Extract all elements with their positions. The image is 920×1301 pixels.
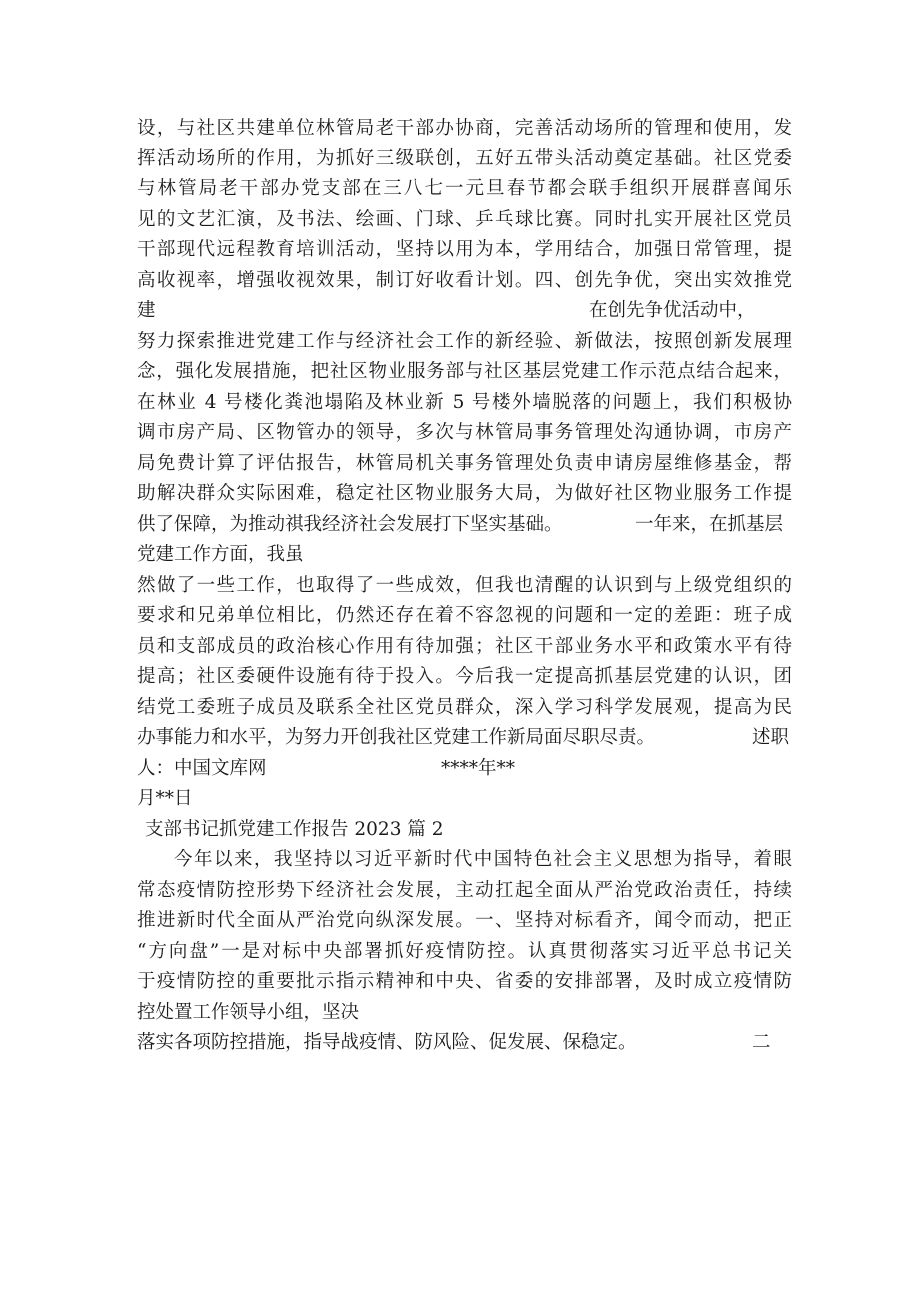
- paragraph-line: 挥活动场所的作用，为抓好三级联创，五好五带头活动奠定基础。社区党委: [137, 148, 792, 169]
- paragraph-line: 在林业 4 号楼化粪池塌陷及林业新 5 号楼外墙脱落的问题上，我们积极协: [137, 392, 792, 413]
- paragraph-line: 见的文艺汇演，及书法、绘画、门球、乒乓球比赛。同时扎实开展社区党员: [137, 209, 792, 230]
- paragraph-line-start: 落实各项防控措施，指导战疫情、防风险、促发展、保稳定。: [137, 1032, 637, 1053]
- paragraph-line: 推进新时代全面从严治党向纵深发展。一、坚持对标看齐，闻令而动，把正: [137, 910, 792, 931]
- paragraph-line-start: 建: [137, 300, 156, 321]
- paragraph-line-start: 办事能力和水平，为努力开创我社区党建工作新局面尽职尽责。: [137, 727, 656, 748]
- paragraph-line: 要求和兄弟单位相比，仍然还存在着不容忽视的问题和一定的差距：班子成: [137, 605, 792, 626]
- paragraph-line: 提高；社区委硬件设施有待于投入。今后我一定提高抓基层党建的认识，团: [137, 666, 792, 687]
- paragraph-line: “方向盘”一是对标中央部署抓好疫情防控。认真贯彻落实习近平总书记关: [137, 941, 792, 962]
- paragraph-line: 常态疫情防控形势下经济社会发展，主动扛起全面从严治党政治责任，持续: [137, 880, 792, 901]
- paragraph-line-end: 在创先争优活动中，: [589, 300, 756, 321]
- paragraph-line: 员和支部成员的政治核心作用有待加强；社区干部业务水平和政策水平有待: [137, 636, 792, 657]
- signature-author: 人：中国文库网: [137, 758, 267, 779]
- paragraph-line: 党建工作方面，我虽: [137, 544, 304, 565]
- paragraph-line: 助解决群众实际困难，稳定社区物业服务大局，为做好社区物业服务工作提: [137, 483, 792, 504]
- paragraph-line-end: 一年来，在抓基层: [635, 514, 784, 535]
- paragraph-line: 局免费计算了评估报告，林管局机关事务管理处负责申请房屋维修基金，帮: [137, 453, 792, 474]
- paragraph-line: 高收视率，增强收视效果，制订好收看计划。四、创先争优，突出实效推党: [137, 270, 792, 291]
- paragraph-line: 于疫情防控的重要批示指示精神和中央、省委的安排部署，及时成立疫情防: [137, 971, 792, 992]
- paragraph-line: 念，强化发展措施，把社区物业服务部与社区基层党建工作示范点结合起来，: [137, 361, 792, 382]
- paragraph-line: 控处置工作领导小组，坚决: [137, 1002, 360, 1023]
- paragraph-line: 与林管局老干部办党支部在三八七一元旦春节都会联手组织开展群喜闻乐: [137, 178, 792, 199]
- paragraph-line: 然做了一些工作，也取得了一些成效，但我也清醒的认识到与上级党组织的: [137, 575, 792, 596]
- paragraph-line-end: 二: [752, 1032, 771, 1053]
- paragraph-line: 调市房产局、区物管办的领导，多次与林管局事务管理处沟通协调，市房产: [137, 422, 792, 443]
- paragraph-line-indented: 今年以来，我坚持以习近平新时代中国特色社会主义思想为指导，着眼: [174, 849, 792, 870]
- signature-date-cont: 月**日: [137, 788, 193, 809]
- paragraph-line-end: 述职: [752, 727, 790, 748]
- paragraph-line: 干部现代远程教育培训活动，坚持以用为本，学用结合，加强日常管理，提: [137, 239, 792, 260]
- paragraph-line: 努力探索推进党建工作与经济社会工作的新经验、新做法，按照创新发展理: [137, 331, 792, 352]
- paragraph-line-start: 供了保障，为推动祺我经济社会发展打下坚实基础。: [137, 514, 563, 535]
- section-heading: 支部书记抓党建工作报告 2023 篇 2: [145, 819, 444, 840]
- signature-date: ****年**: [441, 758, 516, 779]
- paragraph-line: 结党工委班子成员及联系全社区党员群众，深入学习科学发展观，提高为民: [137, 697, 792, 718]
- paragraph-line: 设，与社区共建单位林管局老干部办协商，完善活动场所的管理和使用，发: [137, 118, 792, 139]
